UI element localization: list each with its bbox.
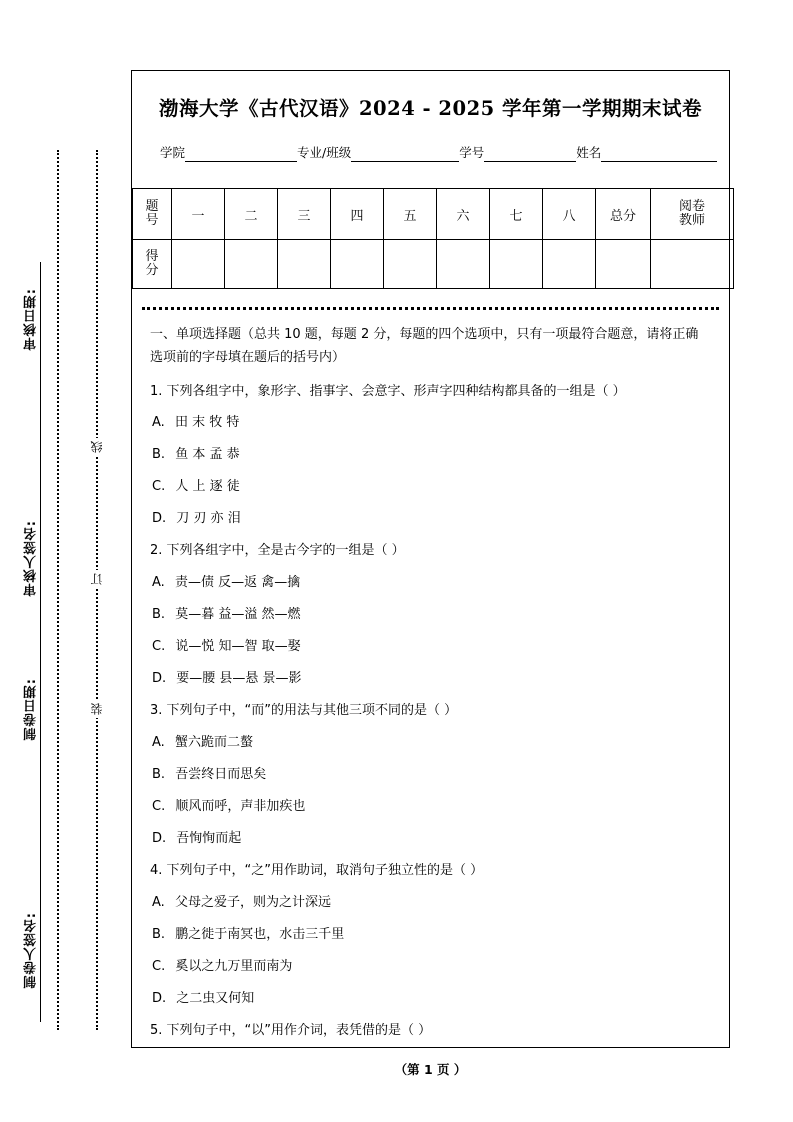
row-header-score: 得 分 xyxy=(133,240,172,289)
row-header-question-number: 题 号 xyxy=(133,189,172,240)
option-letter: A. xyxy=(152,575,165,591)
margin-divider-line xyxy=(40,262,41,1022)
field-student-id-label: 学号 xyxy=(459,145,485,160)
score-cell-8[interactable] xyxy=(543,240,596,289)
question-text: 下列句子中，“之”用作助词，取消句子独立性的是（ ） xyxy=(166,863,484,879)
seal-char-xian: 线 xyxy=(88,438,105,456)
col-header-6: 六 xyxy=(437,189,490,240)
option-letter: C. xyxy=(152,638,166,654)
question-option[interactable] xyxy=(150,989,711,1010)
score-cell-teacher[interactable] xyxy=(651,240,734,289)
question-text: 下列各组字中，象形字、指事字、会意字、形声字四种结构都具备的一组是（ ） xyxy=(166,383,626,399)
question-text: 下列句子中，“而”的用法与其他三项不同的是（ ） xyxy=(166,703,458,719)
option-text: 蟹六跪而二螯 xyxy=(174,735,253,751)
option-letter: B. xyxy=(152,607,166,623)
question-text: 下列句子中，“以”用作介词，表凭借的是（ ） xyxy=(166,1023,432,1039)
score-cell-5[interactable] xyxy=(384,240,437,289)
page-footer: （第 1 页 ） xyxy=(394,1062,467,1077)
margin-label-reviewer-signature: 审核人签名: xyxy=(24,520,39,597)
option-text: 说—悦 知—智 取—娶 xyxy=(175,638,301,654)
question-stem xyxy=(150,382,711,403)
question-option[interactable] xyxy=(150,573,711,594)
field-major-class-input[interactable] xyxy=(351,147,459,162)
question-option[interactable] xyxy=(150,829,711,850)
section-heading-multiple-choice: 一、单项选择题（总共 10 题，每题 2 分，每题的四个选项中，只有一项最符合题意，请将正确选项前的字母填在题后的括号内） xyxy=(150,327,699,365)
question-option[interactable] xyxy=(150,637,711,658)
question-stem xyxy=(150,1021,711,1042)
margin-label-paper-maker-signature: 制卷人签名: xyxy=(24,912,39,989)
col-header-3: 三 xyxy=(278,189,331,240)
col-header-7: 七 xyxy=(490,189,543,240)
option-letter: D. xyxy=(152,670,167,686)
question-stem xyxy=(150,861,711,882)
option-letter: C. xyxy=(152,798,166,814)
option-text: 刀 刃 亦 泪 xyxy=(176,510,241,526)
option-letter: C. xyxy=(152,958,166,974)
seal-char-ding: 订 xyxy=(88,570,105,588)
question-option[interactable] xyxy=(150,765,711,786)
option-letter: D. xyxy=(152,510,167,526)
question-option[interactable] xyxy=(150,733,711,754)
dotted-separator xyxy=(142,307,719,310)
field-college xyxy=(160,143,297,162)
option-text: 莫—暮 益—溢 然—燃 xyxy=(175,607,301,623)
field-name-label: 姓名 xyxy=(576,145,602,160)
field-student-id xyxy=(459,143,576,162)
question-option[interactable] xyxy=(150,957,711,978)
option-text: 吾尝终日而思矣 xyxy=(175,767,267,783)
question-number: 2. xyxy=(150,543,163,559)
question-option[interactable] xyxy=(150,477,711,498)
question-number: 4. xyxy=(150,863,163,879)
question-text: 下列各组字中，全是古今字的一组是（ ） xyxy=(166,543,405,559)
option-letter: A. xyxy=(152,415,165,431)
option-text: 顺风而呼，声非加疾也 xyxy=(175,798,306,814)
option-text: 父母之爱子，则为之计深远 xyxy=(174,895,331,911)
binding-dashed-line-inner xyxy=(96,150,98,1030)
score-cell-4[interactable] xyxy=(331,240,384,289)
col-header-1: 一 xyxy=(172,189,225,240)
margin-label-paper-date: 制卷日期: xyxy=(24,678,39,741)
col-header-total: 总分 xyxy=(596,189,651,240)
table-row-scores xyxy=(133,240,734,289)
question-option[interactable] xyxy=(150,669,711,690)
option-text: 之二虫又何知 xyxy=(176,990,255,1006)
option-letter: A. xyxy=(152,895,165,911)
seal-char-zhuang: 装 xyxy=(88,700,105,718)
question-option[interactable] xyxy=(150,413,711,434)
score-cell-6[interactable] xyxy=(437,240,490,289)
option-text: 田 末 牧 特 xyxy=(174,415,240,431)
score-cell-total[interactable] xyxy=(596,240,651,289)
question-number: 3. xyxy=(150,703,163,719)
option-letter: A. xyxy=(152,735,165,751)
col-header-4: 四 xyxy=(331,189,384,240)
question-option[interactable] xyxy=(150,893,711,914)
binding-dashed-line-outer xyxy=(57,150,59,1030)
col-header-8: 八 xyxy=(543,189,596,240)
option-letter: B. xyxy=(152,767,166,783)
option-letter: C. xyxy=(152,478,166,494)
score-cell-3[interactable] xyxy=(278,240,331,289)
question-number: 1. xyxy=(150,383,163,399)
score-cell-2[interactable] xyxy=(225,240,278,289)
question-option[interactable] xyxy=(150,925,711,946)
option-text: 人 上 逐 徒 xyxy=(175,478,240,494)
margin-label-review-date: 审核日期: xyxy=(24,288,39,351)
score-cell-1[interactable] xyxy=(172,240,225,289)
question-option[interactable] xyxy=(150,509,711,530)
question-number: 5. xyxy=(150,1023,163,1039)
option-text: 吾恂恂而起 xyxy=(176,830,242,846)
field-name xyxy=(576,143,717,162)
question-option[interactable] xyxy=(150,445,711,466)
exam-sheet xyxy=(131,70,730,1048)
option-text: 责—债 反—返 禽—擒 xyxy=(174,575,301,591)
left-margin-column xyxy=(0,0,131,1122)
option-text: 鱼 本 孟 恭 xyxy=(175,447,240,463)
question-stem xyxy=(150,701,711,722)
option-letter: B. xyxy=(152,447,166,463)
table-row-question-numbers xyxy=(133,189,734,240)
question-option[interactable] xyxy=(150,797,711,818)
col-header-2: 二 xyxy=(225,189,278,240)
option-text: 奚以之九万里而南为 xyxy=(175,958,293,974)
field-college-label: 学院 xyxy=(160,145,186,160)
option-letter: B. xyxy=(152,927,166,943)
field-major-class xyxy=(297,143,459,162)
option-text: 鹏之徙于南冥也，水击三千里 xyxy=(175,927,345,943)
field-college-input[interactable] xyxy=(185,147,297,162)
page-title: 渤海大学《古代汉语》2024 - 2025 学年第一学期期末试卷 xyxy=(158,97,702,120)
field-name-input[interactable] xyxy=(601,147,717,162)
col-header-5: 五 xyxy=(384,189,437,240)
col-header-grading-teacher: 阅卷 教师 xyxy=(651,189,734,240)
student-identity-row xyxy=(160,143,715,162)
questions-area xyxy=(150,324,711,1042)
score-table xyxy=(132,188,734,289)
question-option[interactable] xyxy=(150,605,711,626)
question-stem xyxy=(150,541,711,562)
option-text: 要—腰 县—悬 景—影 xyxy=(176,670,302,686)
field-student-id-input[interactable] xyxy=(484,147,576,162)
option-letter: D. xyxy=(152,990,167,1006)
score-cell-7[interactable] xyxy=(490,240,543,289)
option-letter: D. xyxy=(152,830,167,846)
field-major-class-label: 专业/班级 xyxy=(297,145,352,160)
